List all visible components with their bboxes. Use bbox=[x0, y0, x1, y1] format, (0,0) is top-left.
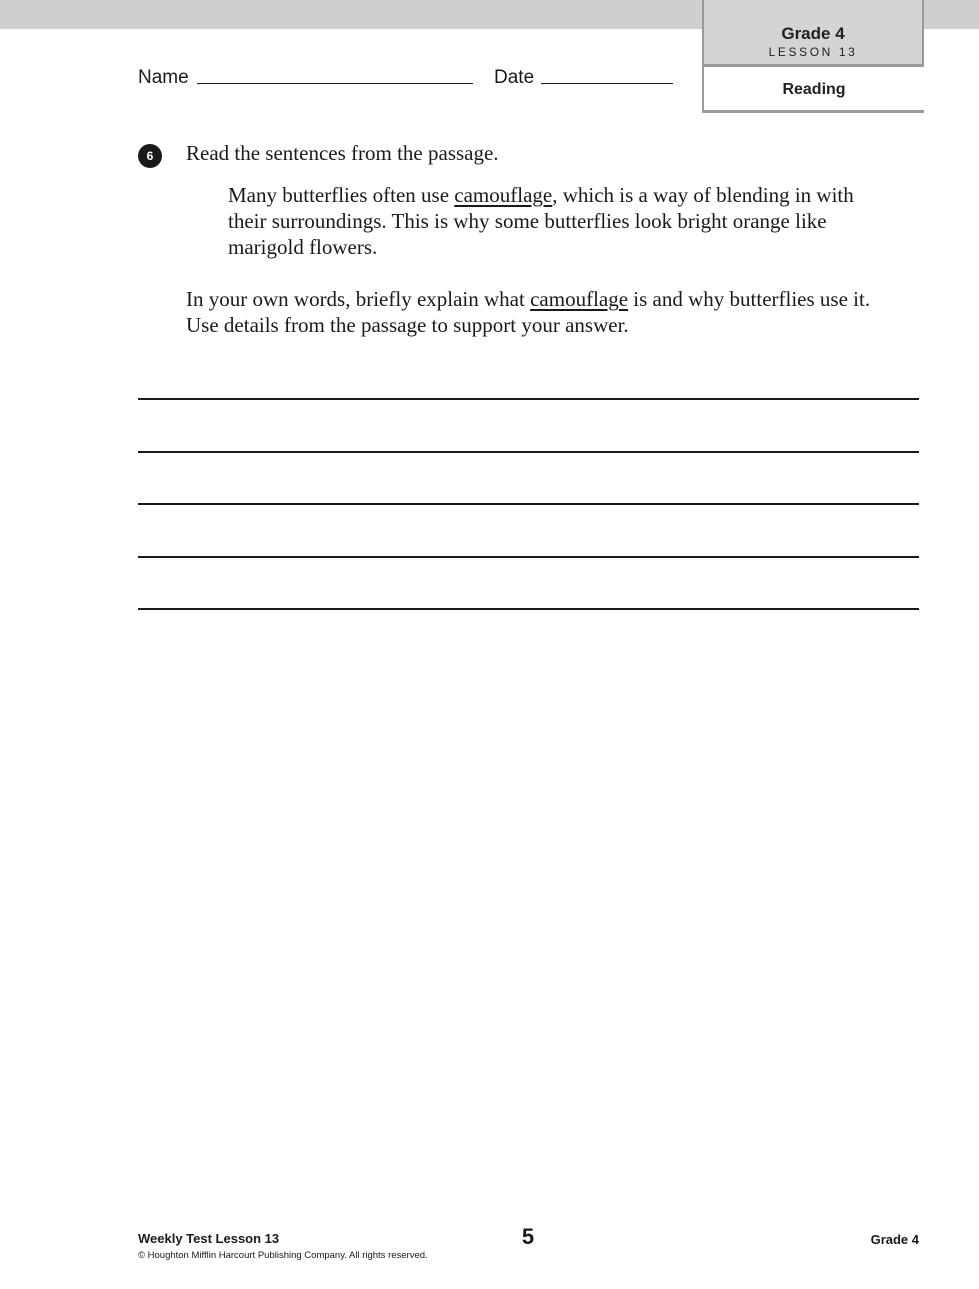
name-label: Name bbox=[138, 67, 189, 88]
instruction-term: camouflage bbox=[530, 287, 629, 311]
footer-grade: Grade 4 bbox=[870, 1232, 919, 1247]
passage-excerpt bbox=[228, 182, 868, 260]
grade-label: Grade 4 bbox=[781, 24, 845, 43]
answer-line[interactable] bbox=[138, 608, 919, 610]
lesson-label: LESSON 13 bbox=[768, 45, 858, 59]
page-number: 5 bbox=[521, 1224, 535, 1249]
grade-lesson-box bbox=[702, 0, 924, 67]
question-instruction bbox=[186, 286, 886, 338]
answer-line[interactable] bbox=[138, 451, 919, 453]
subject-box bbox=[702, 67, 924, 113]
question-number-badge: 6 bbox=[138, 144, 162, 168]
instruction-text-after: is and why butterflies use it. Use details from the passage to support your answer. bbox=[186, 287, 871, 337]
answer-line[interactable] bbox=[138, 398, 919, 400]
answer-line[interactable] bbox=[138, 556, 919, 558]
instruction-text-before: In your own words, briefly explain what bbox=[186, 287, 531, 311]
question-prompt: Read the sentences from the passage. bbox=[186, 141, 499, 165]
passage-term: camouflage bbox=[454, 183, 553, 207]
passage-text-after: , which is a way of blending in with their surroundings. This is why some butterflies look bright orange like marigold flowers. bbox=[228, 183, 854, 259]
footer-test-name: Weekly Test Lesson 13 bbox=[138, 1231, 280, 1246]
answer-line[interactable] bbox=[138, 503, 919, 505]
subject-label: Reading bbox=[782, 81, 846, 98]
passage-text-before: Many butterflies often use bbox=[228, 183, 455, 207]
date-label: Date bbox=[494, 67, 535, 88]
name-field[interactable] bbox=[197, 83, 473, 84]
date-field[interactable] bbox=[541, 83, 673, 84]
footer-copyright: © Houghton Mifflin Harcourt Publishing Company. All rights reserved. bbox=[138, 1250, 428, 1261]
